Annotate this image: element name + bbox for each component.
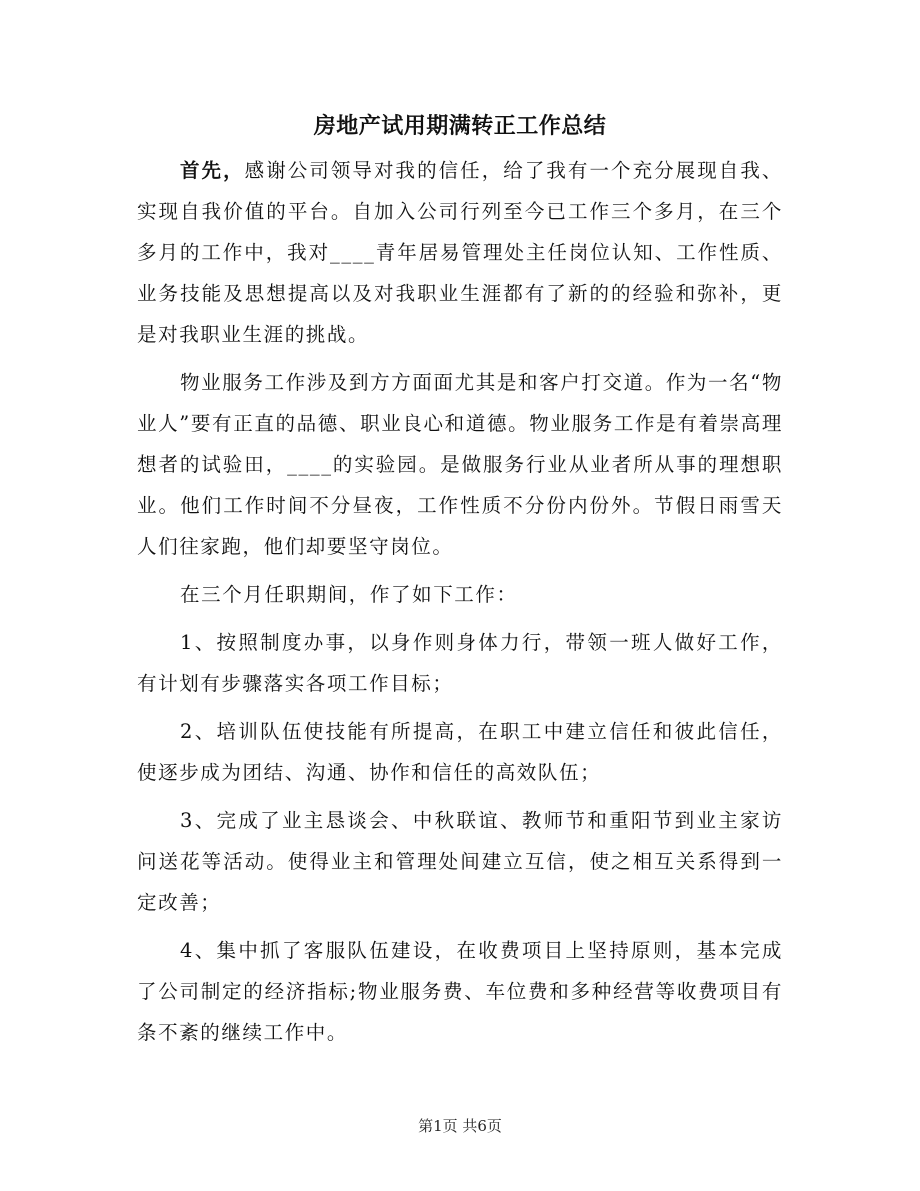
paragraph-lead: 首先， bbox=[180, 159, 245, 182]
page-title: 房地产试用期满转正工作总结 bbox=[313, 113, 607, 139]
paragraph-work-summary-intro: 在三个月任职期间，作了如下工作： bbox=[180, 583, 518, 606]
paragraph-text: 感谢公司领导对我的信任，给了我有一个充分展现自我、实现自我价值的平台。自加入公司行列至今已工作三个多月，在三个多月的工作中，我对____青年居易管理处主任岗位认知、工作性质、业务技能及思想提高以及对我职业生涯都有了新的的经验和弥补，更是对我职业生涯的挑战。 bbox=[137, 159, 783, 346]
page-number-footer: 第1页 共6页 bbox=[418, 1117, 502, 1135]
list-item-3: 3、完成了业主恳谈会、中秋联谊、教师节和重阳节到业主家访问送花等活动。使得业主和管理处间建立互信，使之相互关系得到一定改善； bbox=[137, 809, 783, 914]
paragraph-property-service: 物业服务工作涉及到方方面面尤其是和客户打交道。作为一名“物业人”要有正直的品德、职业良心和道德。物业服务工作是有着崇高理想者的试验田，____的实验园。是做服务行业从业者所从事的理想职业。他们工作时间不分昼夜，工作性质不分份内份外。节假日雨雪天人们往家跑，他们却要坚守岗位。 bbox=[137, 371, 783, 558]
document-body bbox=[137, 150, 783, 1060]
paragraph-intro bbox=[137, 150, 783, 355]
list-item-1: 1、按照制度办事，以身作则身体力行，带领一班人做好工作，有计划有步骤落实各项工作目标； bbox=[137, 631, 783, 695]
list-item-2: 2、培训队伍使技能有所提高，在职工中建立信任和彼此信任，使逐步成为团结、沟通、协作和信任的高效队伍； bbox=[137, 720, 783, 784]
list-item-4: 4、集中抓了客服队伍建设，在收费项目上坚持原则，基本完成了公司制定的经济指标;物业服务费、车位费和多种经营等收费项目有条不紊的继续工作中。 bbox=[137, 939, 783, 1044]
